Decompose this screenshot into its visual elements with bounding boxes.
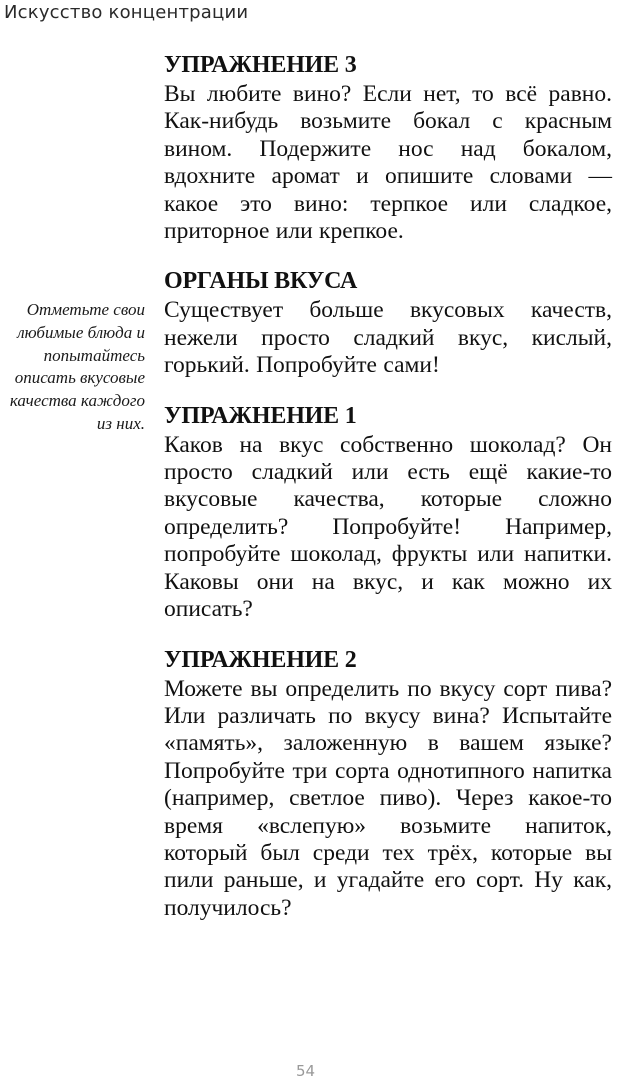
- section-exercise-1: [164, 401, 612, 624]
- section-paragraph: Можете вы определить по вкусу сорт пива? Или различать по вкусу вина? Испытайте «память», заложенную в вашем языке? Попробуйте три сорта однотипного напитка (например, светлое пиво). Через какое-то время «вслепую» возьмите напиток, который был среди тех трёх, которые вы пили раньше, и угадайте его сорт. Ну как, получилось?: [164, 675, 612, 921]
- main-text-column: [164, 50, 612, 943]
- section-exercise-3: [164, 50, 612, 245]
- section-paragraph: Каков на вкус собственно шоколад? Он просто сладкий или есть ещё какие-то вкусовые качества, которые сложно определить? Попробуйте! Например, попробуйте шоколад, фрукты или напитки. Каковы они на вкус, и как можно их описать?: [164, 431, 612, 623]
- section-heading: УПРАЖНЕНИЕ 2: [164, 646, 357, 673]
- section-heading: УПРАЖНЕНИЕ 3: [164, 52, 357, 78]
- section-heading: ОРГАНЫ ВКУСА: [164, 268, 358, 295]
- section-heading: УПРАЖНЕНИЕ 1: [164, 402, 357, 429]
- section-taste-organs: [164, 266, 612, 379]
- running-header: Искусство концентрации: [4, 2, 249, 23]
- page-number: 54: [296, 1062, 316, 1080]
- section-paragraph: Существует больше вкусовых качеств, нежели просто сладкий вкус, кислый, горький. Попробуйте сами!: [164, 297, 612, 379]
- section-exercise-2: [164, 645, 612, 923]
- margin-note: Отметьте свои любимые блюда и попытайтесь описать вкусовые качества каждого из них.: [9, 300, 145, 433]
- section-paragraph: Вы любите вино? Если нет, то всё равно. Как-нибудь возьмите бокал с красным вином. Подержите нос над бокалом, вдохните аромат и опишите словами — какое это вино: терпкое или сладкое, приторное или крепкое.: [164, 81, 612, 245]
